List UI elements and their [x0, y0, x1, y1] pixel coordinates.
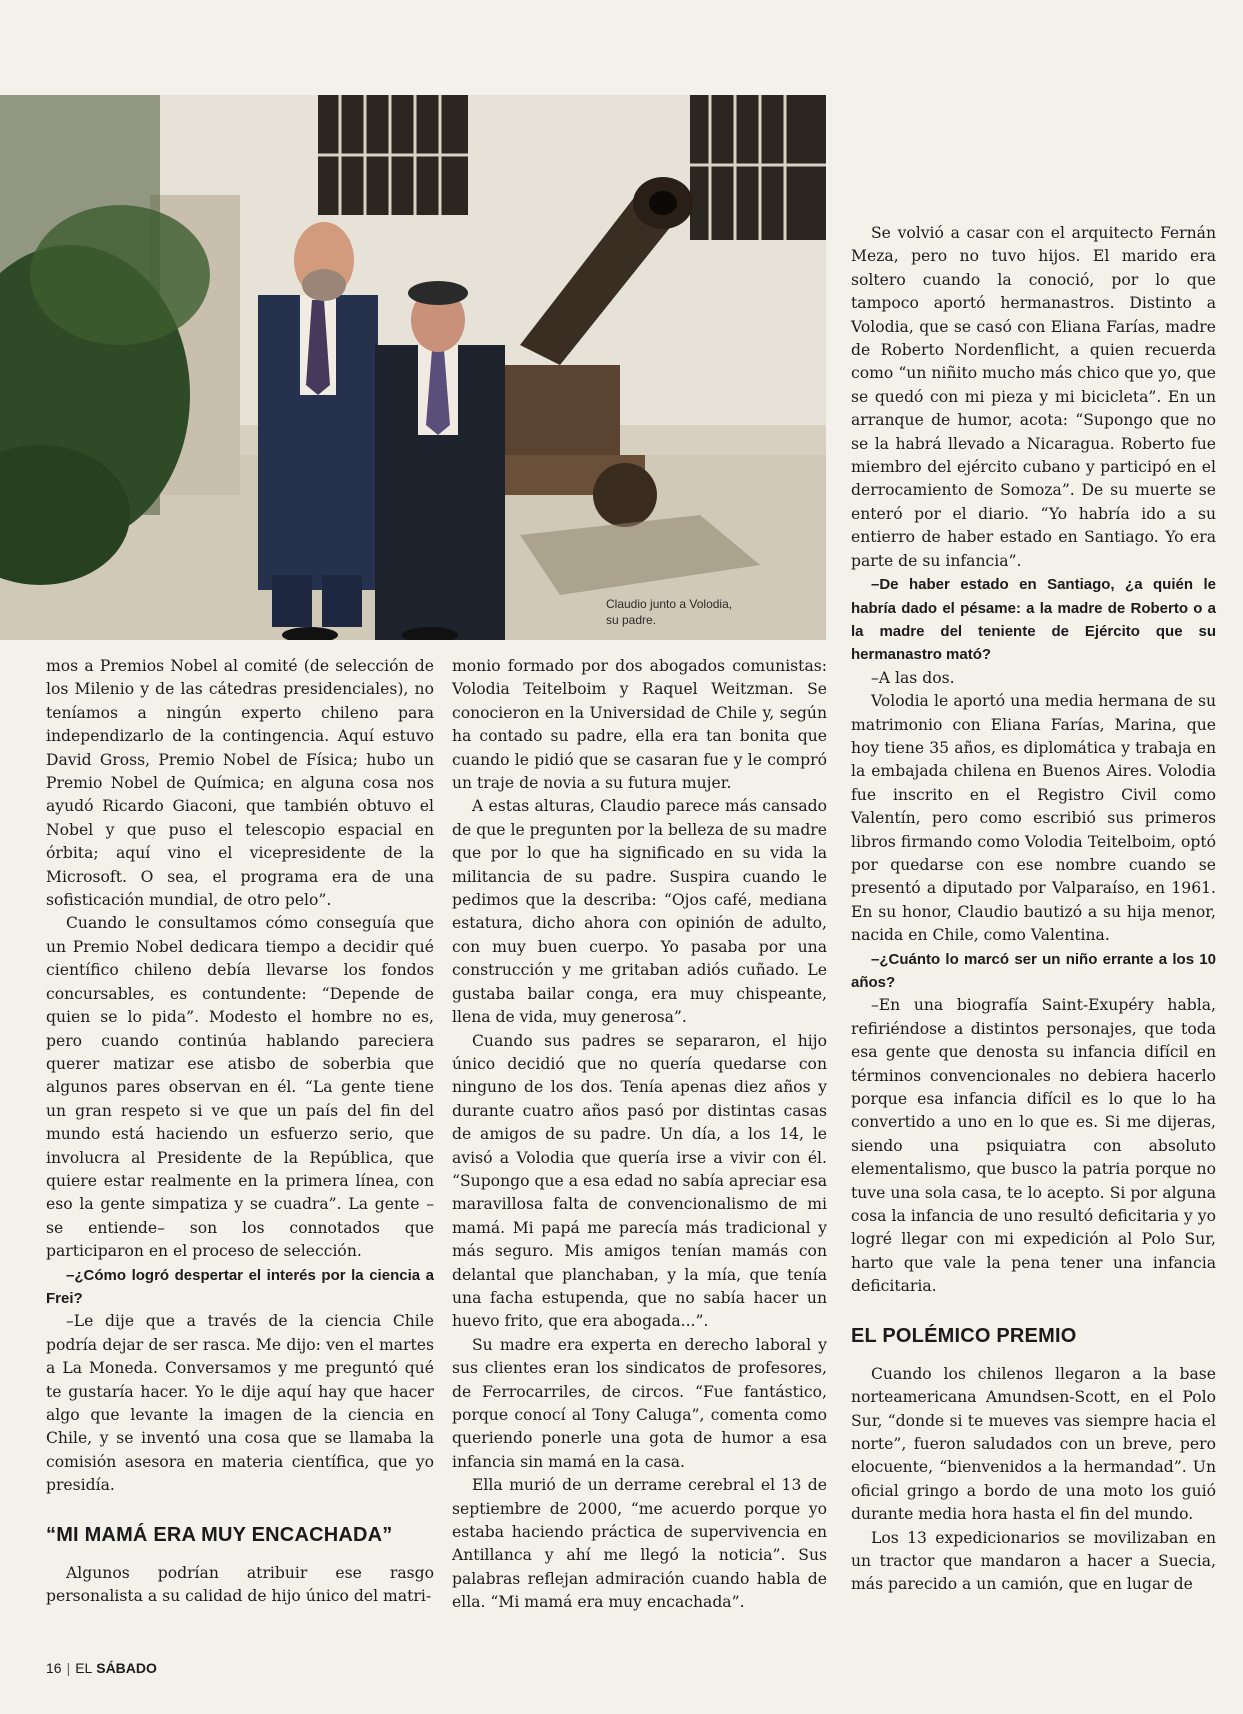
- paragraph: A estas alturas, Claudio parece más cansado de que le pregunten por la belleza de su madre que por lo que ha significado en su vida la militancia de su padre. Suspira cuando le pedimos que la describa: “Ojos café, mediana estatura, dicho ahora con opinión de adulto, con muy buen cuerpo. Yo pasaba por una construcción y me gritaban adiós cuñado. Le gustaba bailar conga, era muy chispeante, llena de vida, muy generosa”.: [452, 797, 827, 1027]
- paragraph: Volodia le aportó una media hermana de su matrimonio con Eliana Farías, Marina, que hoy tiene 35 años, es diplomática y trabaja en la embajada chilena en Buenos Aires. Volodia fue inscrito en el Registro Civil como Valentín, pero como escribió sus primeros libros firmando como Volodia Teitelboim, optó por quedarse con ese nombre cuando se presentó a diputado por Valparaíso, en 1961. En su honor, Claudio bautizó a su hija menor, nacida en Chile, como Valentina.: [851, 692, 1216, 945]
- article-photo: [0, 95, 826, 640]
- section-heading: EL POLÉMICO PREMIO: [851, 1324, 1077, 1347]
- photo-illustration: [0, 95, 826, 640]
- paragraph: Cuando le consultamos cómo conseguía que un Premio Nobel dedicara tiempo a decidir qué científico chileno debía llevarse los fondos concursables, es contundente: “Depende de quien se lo pida”. Modesto el hombre no es, pero cuando continúa hablando pareciera querer matizar ese atisbo de soberbia que algunos pares observan en él. “La gente tiene un gran respeto si ve que un país del fin del mundo está haciendo un esfuerzo serio, que involucra al Presidente de la República, que quiere estar realmente en la primera línea, con eso la gente simpatiza y se cuadra”. La gente –se entiende– son los connotados que participaron en el proceso de selección.: [46, 914, 434, 1261]
- paragraph: –Le dije que a través de la ciencia Chile podría dejar de ser rasca. Me dijo: ven el martes a La Moneda. Conversamos y me preguntó qué te gustaría hacer. Yo le dije aquí hay que hacer algo que levante la imagen de la ciencia en Chile, y se inventó una cosa que se llamaba la comisión asesora en materia científica, que yo presidía.: [46, 1312, 434, 1495]
- magazine-prefix: EL: [75, 1660, 93, 1676]
- paragraph: Algunos podrían atribuir ese rasgo personalista a su calidad de hijo único del matri-: [46, 1563, 434, 1606]
- column-3: [851, 222, 1216, 1597]
- magazine-name: SÁBADO: [96, 1660, 157, 1676]
- interview-question: –¿Cuánto lo marcó ser un niño errante a los 10 años?: [851, 950, 1216, 991]
- column-2: [452, 655, 827, 1615]
- page-footer: [46, 1660, 157, 1676]
- paragraph: Su madre era experta en derecho laboral y sus clientes eran los sindicatos de profesores, de Ferrocarriles, de circos. “Fue fantástico, porque conocí al Tony Caluga”, comenta como queriendo ponerle una gota de humor a esa infancia sin mamá en la casa.: [452, 1335, 827, 1471]
- paragraph: monio formado por dos abogados comunistas: Volodia Teitelboim y Raquel Weitzman. Se conocieron en la Universidad de Chile y, según ha contado su padre, ella era tan bonita que cuando le pidió que se casaran fue y le compró un traje de novia a su futura mujer.: [452, 657, 827, 793]
- section-heading: “MI MAMÁ ERA MUY ENCACHADA”: [46, 1523, 393, 1546]
- page-number: 16: [46, 1660, 62, 1676]
- paragraph: –En una biografía Saint-Exupéry habla, refiriéndose a distintos personajes, que toda esa gente que denosta su infancia difícil en términos convencionales no debiera hacerlo porque esa infancia difícil es lo que lo ha convertido a uno en lo que es. Si me dijeras, siendo una psiquiatra con absoluto elementalismo, que busco la patria porque no tuve una sola casa, te lo acepto. Si por alguna cosa la infancia de uno resultó deficitaria y yo logré llegar con mi expedición al Polo Sur, harto que vale la pena tener una infancia deficitaria.: [851, 996, 1216, 1296]
- column-1: [46, 655, 434, 1608]
- paragraph: Cuando los chilenos llegaron a la base norteamericana Amundsen-Scott, en el Polo Sur, “donde si te mueves vas siempre hacia el norte”, fueron saludados con un breve, pero elocuente, “bienvenidos a la hermandad”. Un oficial gringo a bordo de una moto los guió durante media hora hasta el fin del mundo.: [851, 1364, 1216, 1524]
- interview-question: –De haber estado en Santiago, ¿a quién le habría dado el pésame: a la madre de Roberto o a la madre del teniente de Ejército que su hermanastro mató?: [851, 576, 1216, 664]
- paragraph: Los 13 expedicionarios se movilizaban en un tractor que mandaron a hacer a Suecia, más parecido a un camión, que en lugar de: [851, 1528, 1216, 1594]
- footer-separator: |: [66, 1660, 71, 1676]
- paragraph: Se volvió a casar con el arquitecto Fernán Meza, pero no tuvo hijos. El marido era soltero cuando la conoció, por lo que tampoco aportó hermanastros. Distinto a Volodia, que se casó con Eliana Farías, madre de Roberto Nordenflicht, a quien recuerda como “un niñito mucho más chico que yo, que se quedó con mi pieza y mi bicicleta”. En un arranque de humor, acota: “Supongo que no se la habrá llevado a Nicaragua. Roberto fue miembro del ejército cubano y participó en el derrocamiento de Somoza”. De su muerte se enteró por el diario. “Yo habría ido a su entierro de haber estado en Santiago. Yo era parte de su infancia”.: [851, 224, 1216, 570]
- paragraph: Ella murió de un derrame cerebral el 13 de septiembre de 2000, “me acuerdo porque yo estaba haciendo práctica de supervivencia en Antillanca y ahí me llegó la noticia”. Sus palabras reflejan admiración cuando habla de ella. “Mi mamá era muy encachada”.: [452, 1476, 827, 1612]
- photo-caption: Claudio junto a Volodia, su padre.: [606, 597, 733, 627]
- interview-question: –¿Cómo logró despertar el interés por la ciencia a Frei?: [46, 1266, 434, 1307]
- paragraph: Cuando sus padres se separaron, el hijo único decidió que no quería quedarse con ninguno de los dos. Tenía apenas diez años y durante cuatro años pasó por distintas casas de amigos de su padre. Un día, a los 14, le avisó a Volodia que quería irse a vivir con él. “Supongo que a esa edad no sabía apreciar esa maravillosa falta de convencionalismo de mi mamá. Mi papá me parecía más tradicional y más seguro. Mis amigos tenían mamás con delantal que planchaban, y la mía, que tenía una facha estupenda, que no sabía hacer un huevo frito, que era abogada...”.: [452, 1031, 827, 1331]
- paragraph: mos a Premios Nobel al comité (de selección de los Milenio y de las cátedras presidenciales), no teníamos a ningún experto chileno para independizarlo de la contingencia. Aquí estuvo David Gross, Premio Nobel de Física; hubo un Premio Nobel de Química; en alguna cosa nos ayudó Ricardo Giaconi, que también obtuvo el Nobel y que puso el telescopio espacial en órbita; aquí vino el vicepresidente de la Microsoft. O sea, el programa era de una sofisticación mundial, de otro pelo”.: [46, 657, 434, 910]
- paragraph: –A las dos.: [871, 668, 955, 687]
